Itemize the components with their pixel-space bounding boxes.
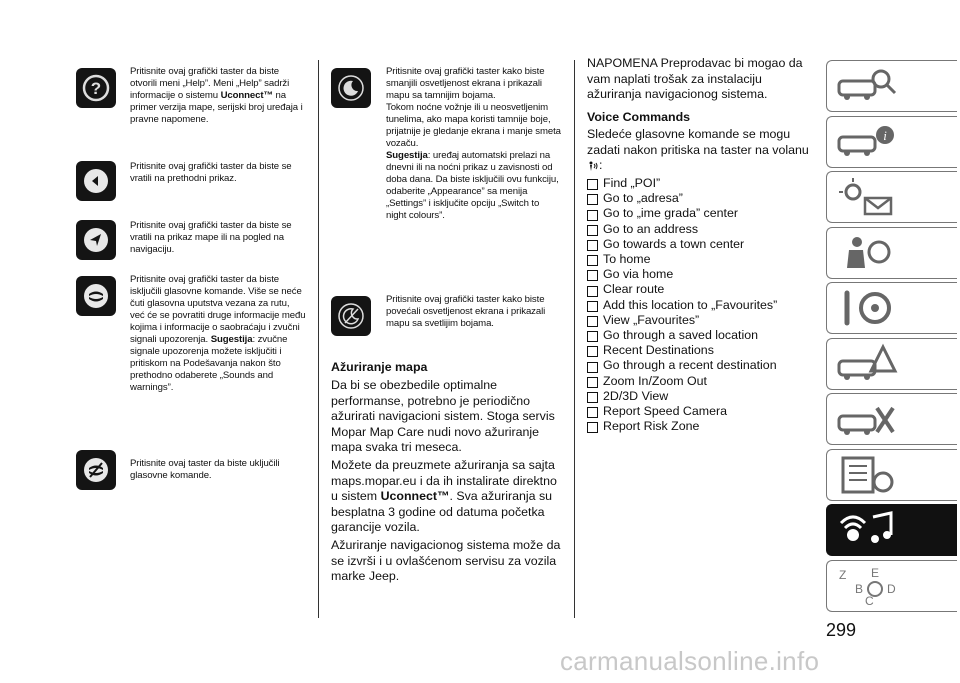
checkbox-icon <box>587 346 598 357</box>
navigation-arrow-icon <box>76 220 116 260</box>
mute-description: Pritisnite ovaj grafički taster da biste isključili glasovne komande. Više se neće čuti glasovna uputstva vezana za rutu, već će se povratiti druge informacije među kojima i informacije o saobraćaju i zvučni signali upozorenja. Sugestija: zvučne signale upozorenja možete isključiti i pritiskom na Podešavanja nakon što prethodno odaberete „Sounds and warnings”. <box>130 274 306 393</box>
night-mode-description: Pritisnite ovaj grafički taster kako biste smanjili osvetljenost ekrana i prikazali mapu sa tamnijim bojama. Tokom noćne vožnje ili u neosvetljenim tunelima, ako mapa koristi tamnije boje, prijatnije je gledanje ekrana i manje smeta vozaču. Sugestija: uređaj automatski prelazi na dnevni ili na noćni prikaz u zavisnosti od doba dana. Da biste isključili ovu funkciju, odaberite „Appearance” sa menija „Settings” i isključite opciju „Switch to night colours”. <box>386 66 561 221</box>
voice-command-item: Zoom In/Zoom Out <box>587 374 817 389</box>
installation-note: NAPOMENA Preprodavac bi mogao da vam naplati trošak za instalaciju ažuriranja navigacionog sistema. <box>587 56 803 102</box>
checkbox-icon <box>587 179 598 190</box>
mute-voice-icon <box>76 276 116 316</box>
chapter-tab[interactable] <box>826 227 957 279</box>
svg-text:C: C <box>865 594 874 607</box>
checkbox-icon <box>587 210 598 221</box>
checkbox-icon <box>587 301 598 312</box>
lights-mail-icon <box>835 176 899 218</box>
chapter-tab[interactable] <box>826 60 957 112</box>
chapter-tab[interactable] <box>826 504 957 556</box>
map-update-body: Da bi se obezbedile optimalne performanse, potrebno je periodično ažurirati navigacioni sistem. Stoga servis Mopar Map Care nudi novo ažuriranje mapa svaka tri meseca. Možete da preuzmete ažuriranja sa sajta maps.mopar.eu i da ih instalirate direktno u sistem Uconnect™. Sva ažuriranja su besplatna 3 godine od datuma početka garancije vozila. Ažuriranje navigacionog sistema može da se izvrši i u ovlašćenom servisu za vozila marke Jeep. <box>331 378 561 584</box>
checkbox-icon <box>587 316 598 327</box>
checkbox-icon <box>587 407 598 418</box>
checklist-icon <box>835 454 899 496</box>
chapter-tab[interactable] <box>826 338 957 390</box>
checkbox-icon <box>587 240 598 251</box>
voice-command-item: Go to „adresa” <box>587 191 817 206</box>
map-update-heading: Ažuriranje mapa <box>331 360 428 374</box>
help-icon <box>76 68 116 108</box>
svg-text:E: E <box>871 566 880 580</box>
checkbox-icon <box>587 331 598 342</box>
voice-command-item: 2D/3D View <box>587 389 817 404</box>
voice-command-item: Find „POI” <box>587 176 817 191</box>
voice-command-item: Go to an address <box>587 222 817 237</box>
checkbox-icon <box>587 377 598 388</box>
voice-button-icon <box>587 160 599 172</box>
airbag-seat-icon <box>835 232 899 274</box>
watermark: carmanualsonline.info <box>560 646 820 676</box>
car-info-icon <box>835 121 899 163</box>
chapter-tab[interactable] <box>826 282 957 334</box>
car-search-icon <box>835 65 899 107</box>
column-divider-2 <box>574 60 575 618</box>
voice-command-item: Go to „ime grada” center <box>587 206 817 221</box>
voice-command-item: View „Favourites” <box>587 313 817 328</box>
checkbox-icon <box>587 225 598 236</box>
chapter-tab[interactable] <box>826 116 957 168</box>
page-number: 299 <box>826 620 857 640</box>
chapter-tab[interactable] <box>826 560 957 612</box>
back-arrow-icon <box>76 161 116 201</box>
voice-commands-heading: Voice Commands <box>587 110 691 124</box>
svg-text:i: i <box>883 128 887 143</box>
svg-text:D: D <box>887 582 896 596</box>
voice-command-item: Report Speed Camera <box>587 404 817 419</box>
checkbox-icon <box>587 422 598 433</box>
svg-text:Z: Z <box>839 568 847 582</box>
multimedia-icon <box>835 509 899 551</box>
voice-command-item: Go via home <box>587 267 817 282</box>
column-divider-1 <box>318 60 319 618</box>
alphabet-index-icon <box>835 565 899 607</box>
svg-text:?: ? <box>90 79 102 98</box>
voice-command-item: Go through a recent destination <box>587 358 817 373</box>
voice-command-item: Recent Destinations <box>587 343 817 358</box>
checkbox-icon <box>587 255 598 266</box>
voice-command-item: Go towards a town center <box>587 237 817 252</box>
night-mode-icon <box>331 68 371 108</box>
voice-commands-list <box>587 176 817 434</box>
unmute-description: Pritisnite ovaj taster da biste uključili glasovne komande. <box>130 458 280 481</box>
chapter-tab[interactable] <box>826 393 957 445</box>
checkbox-icon <box>587 194 598 205</box>
checkbox-icon <box>587 362 598 373</box>
svg-text:B: B <box>855 582 864 596</box>
car-service-icon <box>835 398 899 440</box>
voice-command-item: Report Risk Zone <box>587 419 817 434</box>
chapter-tab[interactable] <box>826 171 957 223</box>
car-warning-icon <box>835 343 899 385</box>
chapter-tab[interactable] <box>826 449 957 501</box>
day-mode-icon <box>331 296 371 336</box>
navigation-description: Pritisnite ovaj grafički taster da biste se vratili na prikaz mape ili na pogled na navigaciju. <box>130 220 292 255</box>
voice-command-item: Add this location to „Favourites” <box>587 298 817 313</box>
voice-command-item: Go through a saved location <box>587 328 817 343</box>
back-description: Pritisnite ovaj grafički taster da biste se vratili na prethodni prikaz. <box>130 161 292 184</box>
voice-commands-intro: Sledeće glasovne komande se mogu zadati nakon pritiska na taster na volanu : <box>587 127 809 173</box>
unmute-voice-icon <box>76 450 116 490</box>
voice-command-item: To home <box>587 252 817 267</box>
checkbox-icon <box>587 286 598 297</box>
checkbox-icon <box>587 392 598 403</box>
voice-command-item: Clear route <box>587 282 817 297</box>
steering-wrench-icon <box>835 287 899 329</box>
checkbox-icon <box>587 270 598 281</box>
help-description: Pritisnite ovaj grafički taster da biste otvorili meni „Help”. Meni „Help” sadrži informacije o sistemu Uconnect™ na primer verzija mape, serijski broj uređaja i pravne napomene. <box>130 66 303 125</box>
day-mode-description: Pritisnite ovaj grafički taster kako biste povećali osvetljenost ekrana i prikazali mapu sa svetlijim bojama. <box>386 294 546 329</box>
